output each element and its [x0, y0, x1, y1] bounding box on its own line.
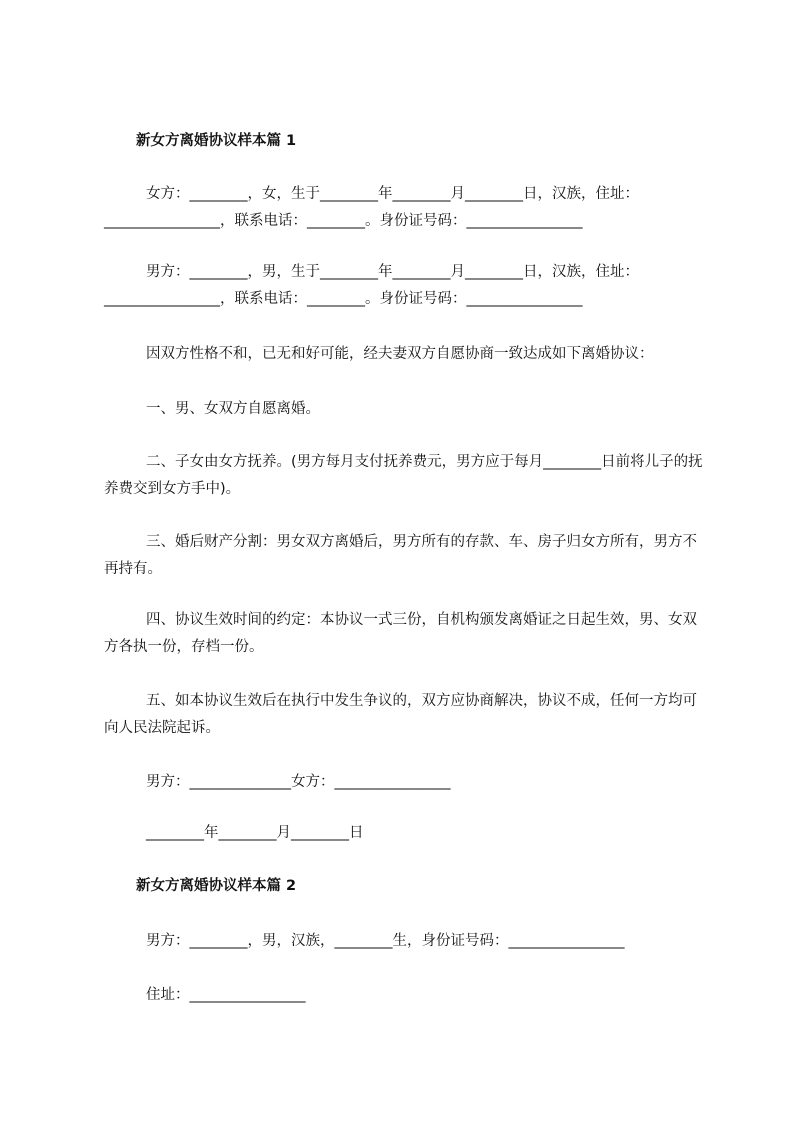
man-info-paragraph: 男方：________，男，生于________年________月________日，汉族，住址：________________，联系电话：________。身份证号码：________________ [104, 264, 639, 307]
signature-line: 男方：______________女方：________________ [146, 774, 451, 790]
section2-title: 新女方离婚协议样本篇 2 [136, 878, 297, 894]
intro-paragraph: 因双方性格不和，已无和好可能，经夫妻双方自愿协商一致达成如下离婚协议： [146, 346, 654, 362]
clause-3-paragraph: 三、婚后财产分割：男女双方离婚后，男方所有的存款、车、房子归女方所有，男方不再持有。 [104, 534, 697, 577]
section2-man-info: 男方：________，男，汉族，________生，身份证号码：________________ [146, 933, 625, 949]
date-line: ________年________月________日 [146, 825, 364, 841]
clause-4-paragraph: 四、协议生效时间的约定：本协议一式三份，自机构颁发离婚证之日起生效，男、女双方各执一份，存档一份。 [104, 612, 697, 655]
clause-1-paragraph: 一、男、女双方自愿离婚。 [146, 401, 320, 417]
woman-info-paragraph: 女方：________，女，生于________年________月________日，汉族，住址：________________，联系电话：________。身份证号码：________________ [104, 186, 639, 229]
section2-address: 住址：________________ [146, 987, 306, 1003]
clause-2-paragraph: 二、子女由女方抚养。(男方每月支付抚养费元，男方应于每月________日前将儿子的抚养费交到女方手中)。 [104, 454, 703, 497]
clause-5-paragraph: 五、如本协议生效后在执行中发生争议的，双方应协商解决，协议不成，任何一方均可向人民法院起诉。 [104, 693, 697, 736]
section1-title: 新女方离婚协议样本篇 1 [136, 133, 297, 149]
